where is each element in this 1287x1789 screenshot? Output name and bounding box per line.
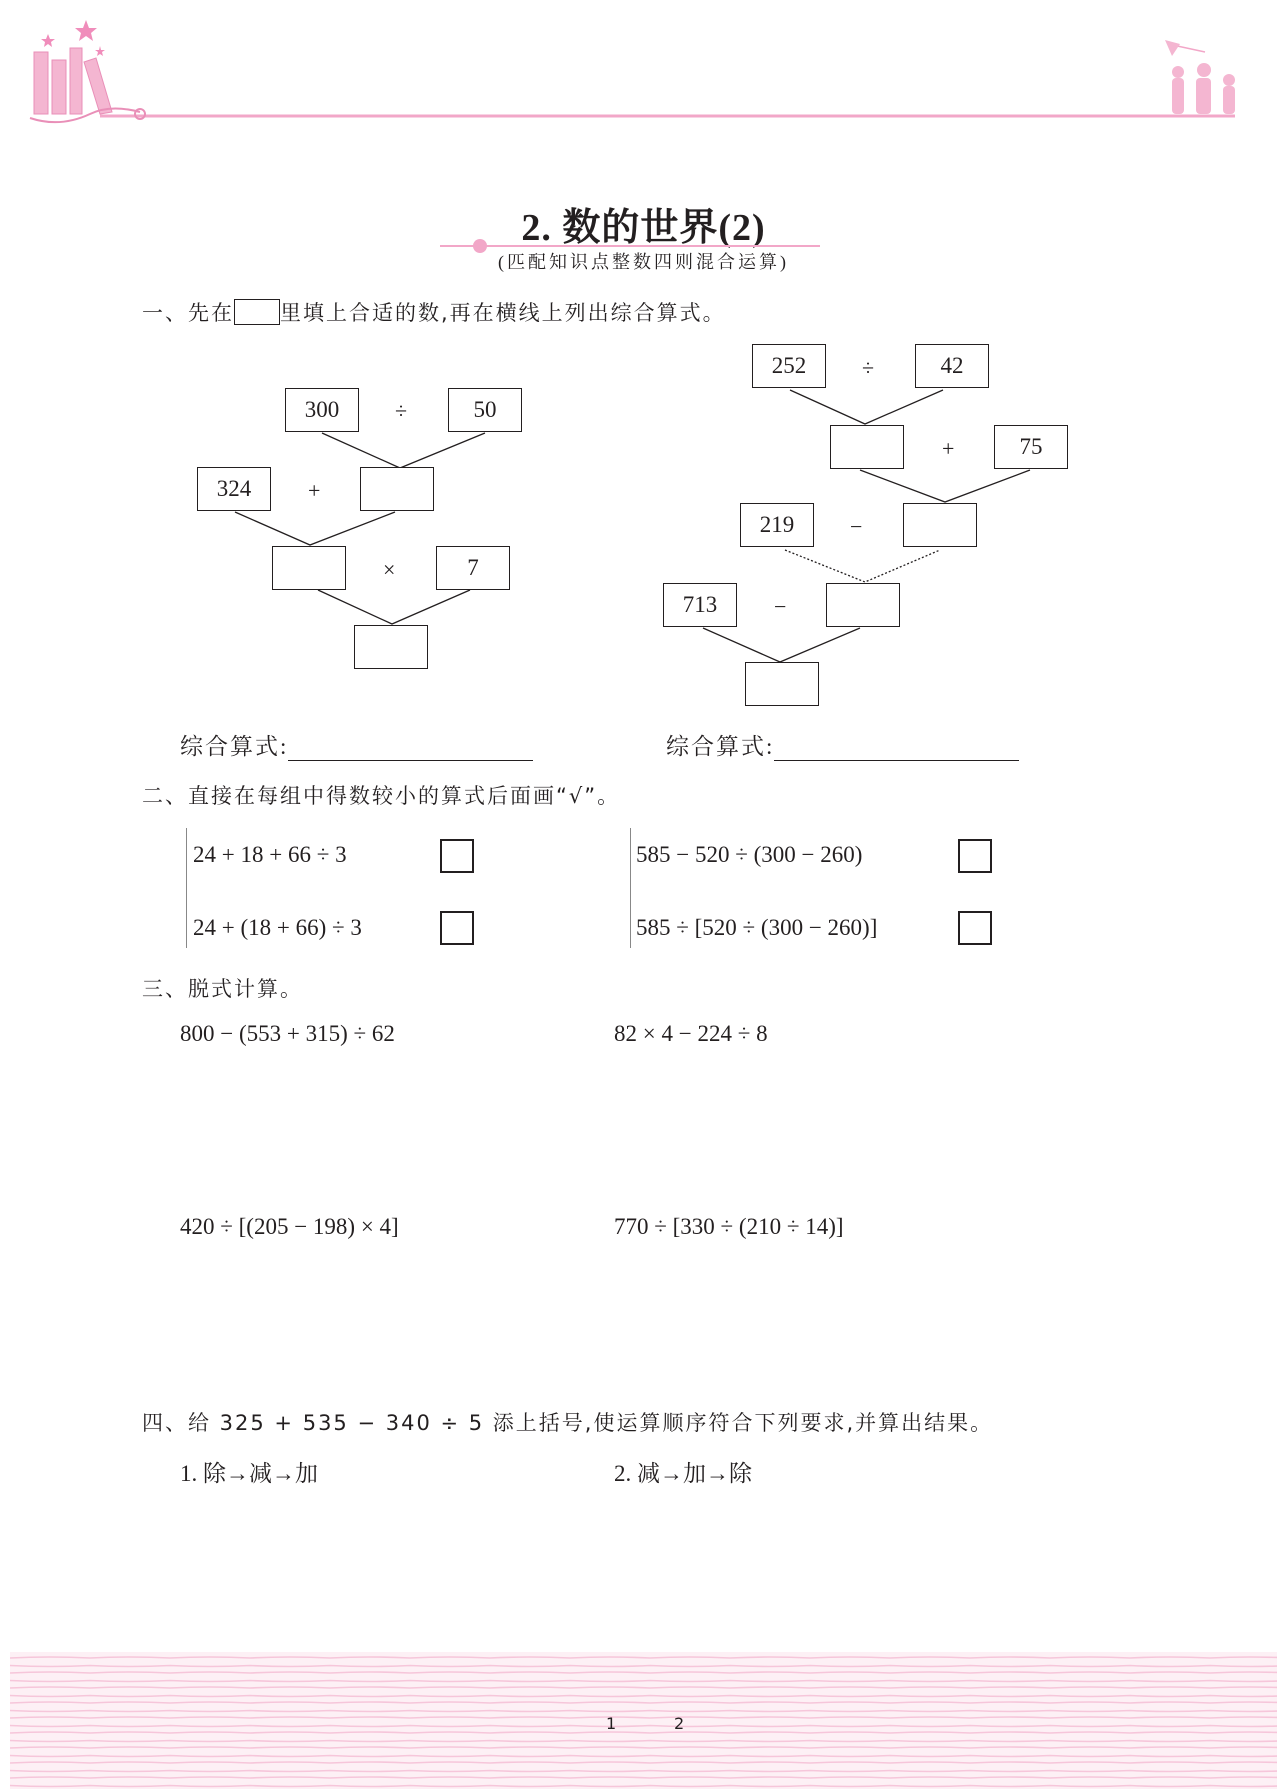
q4-item-1: 1. 除→减→加	[180, 1461, 318, 1486]
q4-prompt: 四、给 325 + 535 − 340 ÷ 5 添上括号,使运算顺序符合下列要求,并算出结果。	[142, 1411, 994, 1435]
q2-checkbox-2[interactable]	[440, 911, 474, 945]
tree1-box-d: 7	[436, 546, 510, 590]
q1-prompt-before: 一、先在	[142, 301, 234, 325]
tree2-lines	[0, 0, 1287, 720]
tree2-box-e: 713	[663, 583, 737, 627]
tree1-box-b: 50	[448, 388, 522, 432]
page-number-left: 1	[606, 1714, 617, 1733]
tree2-box-b: 42	[915, 344, 989, 388]
tree1-box-a: 300	[285, 388, 359, 432]
q2-item-3: 585 − 520 ÷ (300 − 260)	[636, 842, 863, 867]
page-title: 2. 数的世界(2)	[521, 207, 766, 249]
formula-blank-1[interactable]	[288, 736, 533, 761]
q2-checkbox-3[interactable]	[958, 839, 992, 873]
q2-checkbox-1[interactable]	[440, 839, 474, 873]
tree2-op2: +	[942, 436, 955, 461]
q4-item-2: 2. 减→加→除	[614, 1461, 752, 1486]
q3-prompt: 三、脱式计算。	[142, 977, 303, 1001]
tree2-box-a: 252	[752, 344, 826, 388]
footer-stripes	[10, 1652, 1277, 1789]
formula-line-1	[180, 728, 533, 761]
q3-item-3: 420 ÷ [(205 − 198) × 4]	[180, 1214, 399, 1239]
tree2-op4: −	[774, 594, 787, 619]
q3-item-2: 82 × 4 − 224 ÷ 8	[614, 1021, 768, 1046]
tree2-answer-box-3[interactable]	[826, 583, 900, 627]
q2-group-2-bracket	[630, 828, 631, 948]
q2-item-1: 24 + 18 + 66 ÷ 3	[193, 842, 347, 867]
tree1-op3: ×	[383, 557, 396, 582]
tree2-answer-box-1[interactable]	[830, 425, 904, 469]
q2-group-1-bracket	[186, 828, 187, 948]
formula-line-2	[666, 728, 1019, 761]
q3-item-4: 770 ÷ [330 ÷ (210 ÷ 14)]	[614, 1214, 844, 1239]
q2-prompt: 二、直接在每组中得数较小的算式后面画“√”。	[142, 784, 621, 808]
q2-item-2: 24 + (18 + 66) ÷ 3	[193, 915, 362, 940]
formula-label-1: 综合算式:	[180, 734, 289, 759]
formula-label-2: 综合算式:	[666, 734, 775, 759]
tree2-box-d: 219	[740, 503, 814, 547]
tree1-op2: +	[308, 478, 321, 503]
q2-checkbox-4[interactable]	[958, 911, 992, 945]
page-subtitle: (匹配知识点整数四则混合运算)	[498, 252, 789, 272]
tree2-op3: −	[850, 514, 863, 539]
q1-prompt-after: 里填上合适的数,再在横线上列出综合算式。	[280, 301, 726, 325]
tree2-answer-box-2[interactable]	[903, 503, 977, 547]
q2-item-4: 585 ÷ [520 ÷ (300 − 260)]	[636, 915, 878, 940]
tree2-answer-box-4[interactable]	[745, 662, 819, 706]
page-number-right: 2	[674, 1714, 685, 1733]
tree1-op1: ÷	[395, 398, 408, 423]
q3-item-1: 800 − (553 + 315) ÷ 62	[180, 1021, 395, 1046]
tree2-box-c: 75	[994, 425, 1068, 469]
tree2-op1: ÷	[862, 355, 875, 380]
tree1-box-c: 324	[197, 467, 271, 511]
formula-blank-2[interactable]	[774, 736, 1019, 761]
